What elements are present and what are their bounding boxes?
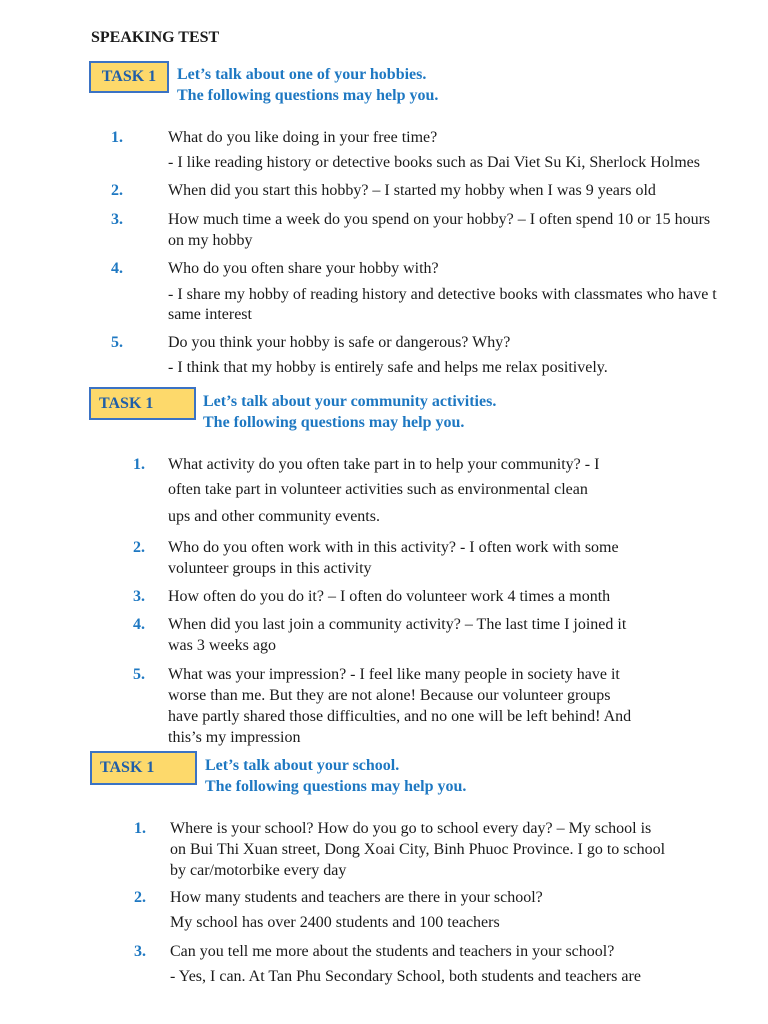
task-badge: TASK 1	[89, 61, 169, 93]
task-heading-line1: Let’s talk about your community activities.	[203, 393, 497, 410]
task-heading-line2: The following questions may help you.	[205, 778, 467, 795]
question-text: Can you tell me more about the students and teachers in your school?	[170, 943, 615, 960]
answer-text: - I think that my hobby is entirely safe and helps me relax positively.	[168, 359, 608, 376]
question-text: Do you think your hobby is safe or dangerous? Why?	[168, 334, 511, 351]
question-number: 5.	[111, 334, 123, 351]
task-heading-line2: The following questions may help you.	[177, 87, 439, 104]
answer-text: My school has over 2400 students and 100 teachers	[170, 914, 500, 931]
task-badge: TASK 1	[89, 387, 196, 420]
question-text: What do you like doing in your free time?	[168, 129, 438, 146]
answer-text: - Yes, I can. At Tan Phu Secondary School, both students and teachers are	[170, 968, 641, 985]
question-text: When did you last join a community activity? – The last time I joined it	[168, 616, 627, 633]
question-text-cont: have partly shared those difficulties, and no one will be left behind! And	[168, 708, 632, 725]
question-text: What was your impression? - I feel like many people in society have it	[168, 666, 620, 683]
question-number: 3.	[111, 211, 123, 228]
question-text-cont: ups and other community events.	[168, 508, 380, 525]
question-text-cont: was 3 weeks ago	[168, 637, 276, 654]
task-heading-line2: The following questions may help you.	[203, 414, 465, 431]
task-badge: TASK 1	[90, 751, 197, 785]
task-heading-line1: Let’s talk about your school.	[205, 757, 400, 774]
question-text: Where is your school? How do you go to school every day? – My school is	[170, 820, 652, 837]
question-number: 2.	[111, 182, 123, 199]
question-text-cont: worse than me. But they are not alone! Because our volunteer groups	[168, 687, 611, 704]
question-text: Who do you often share your hobby with?	[168, 260, 439, 277]
answer-text: - I share my hobby of reading history and detective books with classmates who have t	[168, 286, 717, 303]
question-text: How many students and teachers are there in your school?	[170, 889, 543, 906]
question-text-cont: often take part in volunteer activities such as environmental clean	[168, 481, 588, 498]
question-text-cont: by car/motorbike every day	[170, 862, 347, 879]
question-number: 4.	[111, 260, 123, 277]
question-text: Who do you often work with in this activity? - I often work with some	[168, 539, 619, 556]
question-number: 1.	[133, 456, 145, 473]
answer-text: - I like reading history or detective books such as Dai Viet Su Ki, Sherlock Holmes	[168, 154, 700, 171]
task-heading-line1: Let’s talk about one of your hobbies.	[177, 66, 427, 83]
answer-text-cont: same interest	[168, 306, 252, 323]
question-number: 3.	[133, 588, 145, 605]
question-text-cont: this’s my impression	[168, 729, 301, 746]
question-number: 2.	[133, 539, 145, 556]
page-title: SPEAKING TEST	[91, 29, 220, 46]
question-text: How often do you do it? – I often do volunteer work 4 times a month	[168, 588, 611, 605]
question-number: 1.	[111, 129, 123, 146]
question-text: How much time a week do you spend on your hobby? – I often spend 10 or 15 hours	[168, 211, 711, 228]
question-text-cont: volunteer groups in this activity	[168, 560, 372, 577]
question-number: 1.	[134, 820, 146, 837]
question-text-cont: on Bui Thi Xuan street, Dong Xoai City, Binh Phuoc Province. I go to school	[170, 841, 666, 858]
question-text: When did you start this hobby? – I started my hobby when I was 9 years old	[168, 182, 656, 199]
question-number: 5.	[133, 666, 145, 683]
question-number: 3.	[134, 943, 146, 960]
question-number: 4.	[133, 616, 145, 633]
question-text-cont: on my hobby	[168, 232, 253, 249]
question-number: 2.	[134, 889, 146, 906]
question-text: What activity do you often take part in to help your community? - I	[168, 456, 600, 473]
